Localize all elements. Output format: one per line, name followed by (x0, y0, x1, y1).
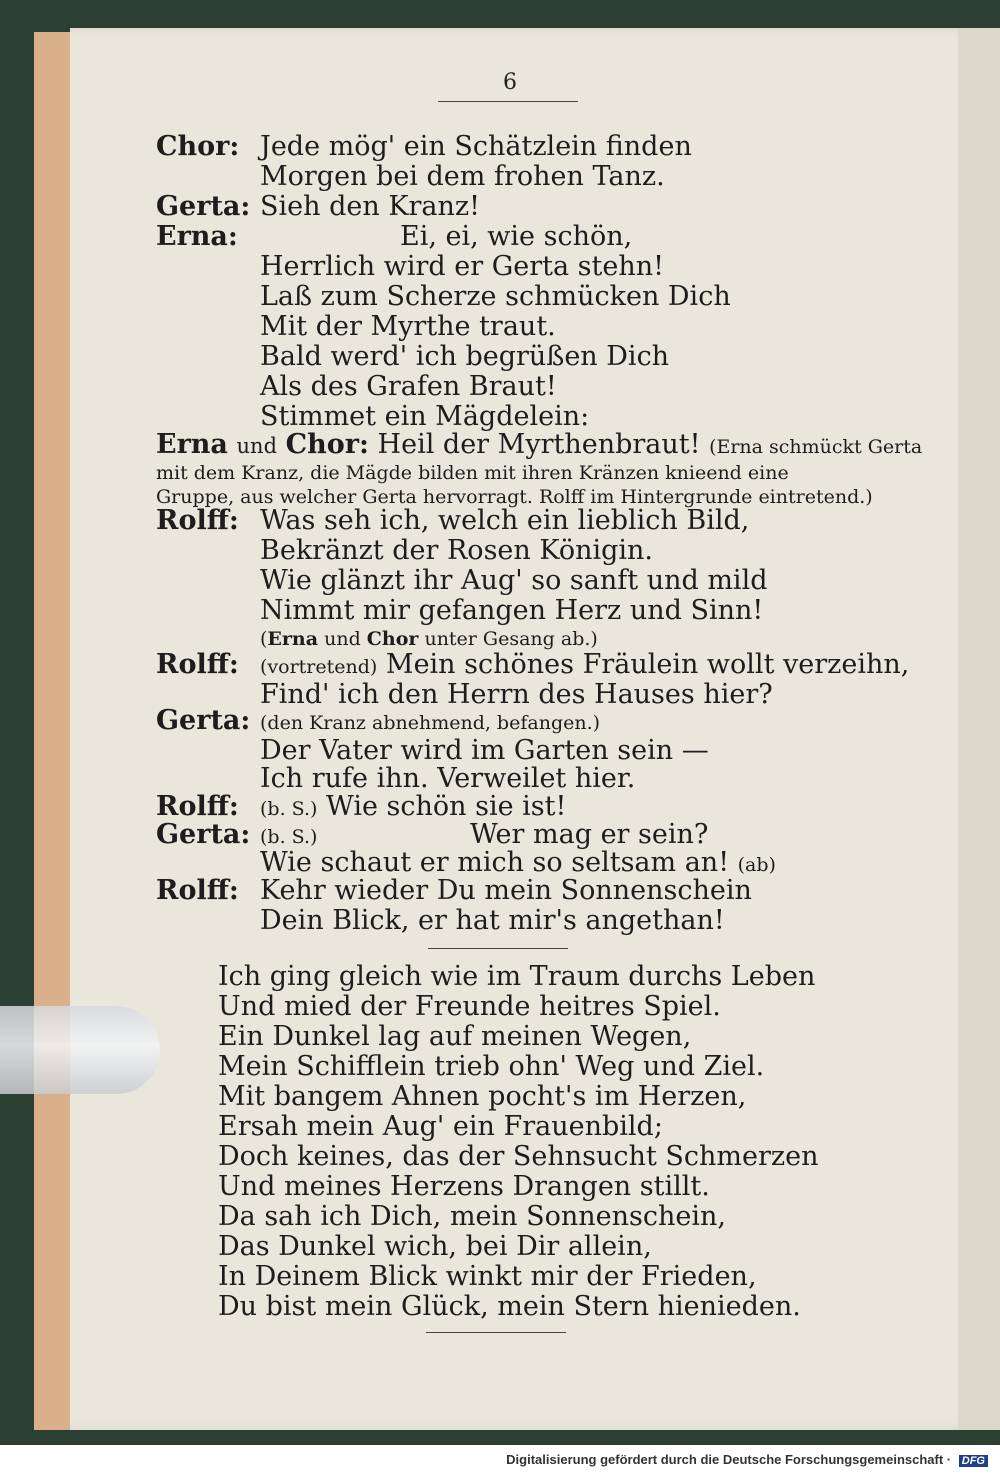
dialogue-text: Mit der Myrthe traut. (260, 311, 556, 342)
dialogue-text: Wer mag er sein? (470, 819, 709, 850)
dialogue-line: (vortretend) Mein schönes Fräulein wollt verzeihn, (260, 649, 910, 680)
page-clip (0, 1006, 160, 1094)
book-spine (34, 32, 75, 1430)
speaker: Erna: (156, 221, 238, 252)
dialogue-text: Sieh den Kranz! (260, 191, 480, 222)
end-rule (426, 1332, 566, 1333)
stage-direction: (Erna und Chor unter Gesang ab.) (260, 628, 598, 650)
stage-direction: (den Kranz abnehmend, befangen.) (260, 712, 601, 734)
dialogue-text: Jede mög' ein Schätzlein finden (260, 131, 692, 162)
speaker: Gerta: (156, 191, 251, 222)
dialogue-text: Als des Grafen Braut! (260, 371, 557, 402)
verse-line: Mein Schifflein trieb ohn' Weg und Ziel. (218, 1051, 765, 1082)
page-number: 6 (503, 70, 517, 95)
verse-line: Du bist mein Glück, mein Stern hienieden. (218, 1291, 801, 1322)
speaker-erna-chor: Erna und Chor: Heil der Myrthenbraut! (Erna schmückt Gerta (156, 429, 923, 460)
dialogue-line: Chor: (156, 131, 240, 162)
dialogue-line: Wie schaut er mich so seltsam an! (ab) (260, 847, 776, 878)
dialogue-text: Der Vater wird im Garten sein — (260, 735, 709, 766)
stage-direction: (b. S.) (260, 826, 318, 848)
speaker: Rolff: (156, 649, 239, 680)
header-rule (438, 101, 578, 102)
verse-line: Ein Dunkel lag auf meinen Wegen, (218, 1021, 692, 1052)
dialogue-text: Bald werd' ich begrüßen Dich (260, 341, 670, 372)
speaker: Rolff: (156, 505, 239, 536)
stage-direction: Gruppe, aus welcher Gerta hervorragt. Rolff im Hintergrunde eintretend.) (156, 486, 873, 508)
verse-line: Da sah ich Dich, mein Sonnenschein, (218, 1201, 726, 1232)
section-rule (428, 948, 568, 949)
dialogue-text: Nimmt mir gefangen Herz und Sinn! (260, 595, 764, 626)
verse-line: Ersah mein Aug' ein Frauenbild; (218, 1111, 663, 1142)
verse-line: Und meines Herzens Drangen stillt. (218, 1171, 710, 1202)
verse-line: In Deinem Blick winkt mir der Frieden, (218, 1261, 757, 1292)
dialogue-text: Kehr wieder Du mein Sonnenschein (260, 875, 752, 906)
dialogue-text: Ei, ei, wie schön, (400, 221, 633, 252)
dialogue-text: Dein Blick, er hat mir's angethan! (260, 905, 725, 936)
dialogue-text: Morgen bei dem frohen Tanz. (260, 161, 665, 192)
dialogue-text: Herrlich wird er Gerta stehn! (260, 251, 664, 282)
verse-line: Ich ging gleich wie im Traum durchs Leben (218, 961, 816, 992)
verse-line: Das Dunkel wich, bei Dir allein, (218, 1231, 652, 1262)
dialogue-text: Bekränzt der Rosen Königin. (260, 535, 653, 566)
speaker: Rolff: (156, 875, 239, 906)
dialogue-text: Was seh ich, welch ein lieblich Bild, (260, 505, 750, 536)
dialogue-line: (b. S.) Wie schön sie ist! (260, 791, 567, 822)
dfg-logo: DFG (959, 1455, 988, 1467)
verse-line: Mit bangem Ahnen pocht's im Herzen, (218, 1081, 747, 1112)
dialogue-text: Ich rufe ihn. Verweilet hier. (260, 763, 636, 794)
dialogue-text: Find' ich den Herrn des Hauses hier? (260, 679, 773, 710)
verse-line: Doch keines, das der Sehnsucht Schmerzen (218, 1141, 819, 1172)
footer-text: Digitalisierung gefördert durch die Deutsche Forschungsgemeinschaft · (506, 1452, 952, 1467)
digitization-footer (0, 1445, 1000, 1475)
facing-page-edge (958, 28, 1000, 1430)
verse-line: Und mied der Freunde heitres Spiel. (218, 991, 721, 1022)
dialogue-text: Wie glänzt ihr Aug' so sanft und mild (260, 565, 768, 596)
speaker: Gerta: (156, 705, 251, 736)
speaker: Rolff: (156, 791, 239, 822)
dialogue-text: Stimmet ein Mägdelein: (260, 401, 590, 432)
dialogue-text: Laß zum Scherze schmücken Dich (260, 281, 731, 312)
speaker: Gerta: (156, 819, 251, 850)
stage-direction: mit dem Kranz, die Mägde bilden mit ihren Kränzen knieend eine (156, 462, 789, 484)
